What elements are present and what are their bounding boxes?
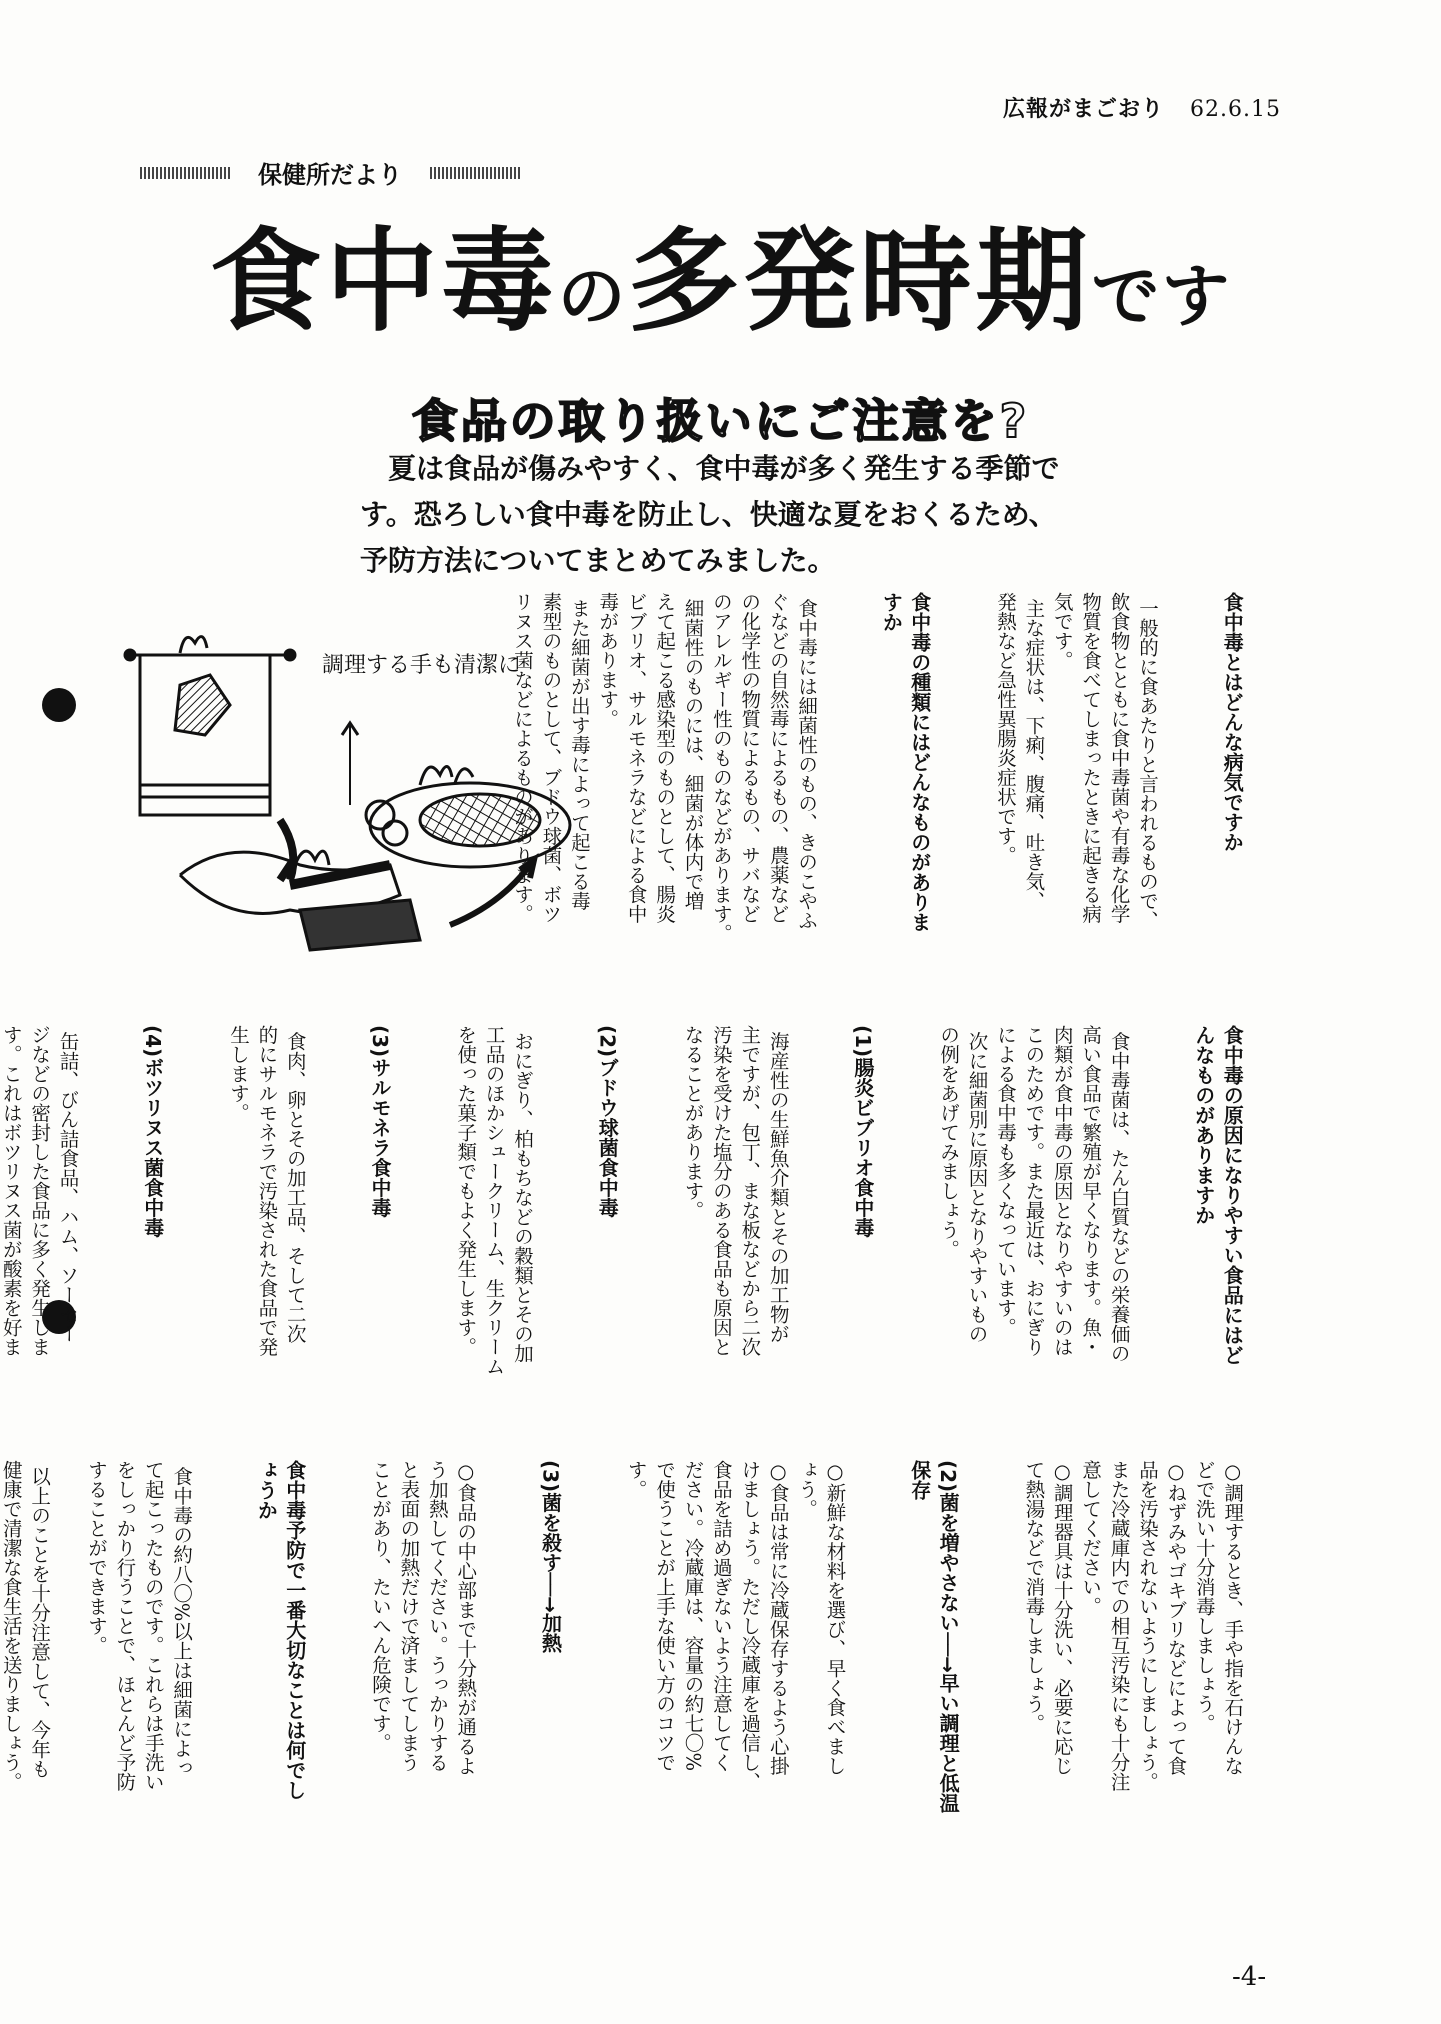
page-number: -4- (1232, 1962, 1267, 1992)
issue-date: 62.6.15 (1190, 97, 1281, 122)
illustration-caption: 調理する手も清潔に (322, 653, 521, 678)
lead-line: 予防方法についてまとめてみました。 (360, 544, 836, 577)
body-text: おにぎり、柏もちなどの穀類とその加 工品のほかシュークリーム、生クリーム を使った菓子類でもよく発生します。 (454, 1025, 535, 1376)
body-text: 食中毒菌は、たん白質などの栄養価の 高い食品で繁殖が早くなります。魚・ 肉類が食中毒の原因となりやすいのは このためです。また最近は、おにぎり による食中毒も多くなっています。 次に細菌別に原因となりやすいもの の例をあげてみましょう。 (937, 1025, 1131, 1363)
newsletter-name: 広報がまごおり (1003, 97, 1165, 122)
heading-what-is-food-poisoning: 食中毒とはどんな病気ですか (1220, 592, 1245, 852)
lead-line: 夏は食品が傷みやすく、食中毒が多く発生する季節で (388, 452, 1060, 485)
page-title (0, 215, 1441, 349)
subtitle: 食品の取り扱いにご注意を? (411, 394, 1030, 448)
heading-botulinum: (4)ボツリヌス菌食中毒 (140, 1025, 165, 1238)
text-band-2 (0, 1025, 1303, 1427)
heading-kill-germs: (3)菌を殺す──→加熱 (538, 1460, 563, 1654)
heading-types: 食中毒の種類にはどんなものがありま すか (879, 592, 932, 932)
text-band-3 (0, 1460, 1303, 1880)
heading-risky-foods: 食中毒の原因になりやすい食品にはど んなものがありますか (1191, 1025, 1245, 1365)
heading-salmonella: (3)サルモネラ食中毒 (368, 1025, 392, 1218)
body-text: 食中毒の約八〇%以上は細菌によっ て起こったものです。これらは手洗い をしっかり行うことで、ほとんど予防 することができます。 以上のことを十分注意して、今年も 健康で清潔な食生活を送りましょう。 (0, 1460, 194, 1792)
body-text: 缶詰、びん詰食品、ハム、ソーセー ジなどの密封した食品に多く発生しま す。これはボツリヌス菌が酸素を好ま (0, 1025, 80, 1357)
lead-line: す。恐ろしい食中毒を防止し、快適な夏をおくるため、 (360, 498, 1057, 531)
lead-paragraph (360, 446, 1100, 584)
rule-right (430, 167, 520, 179)
punch-hole-icon (42, 688, 76, 722)
section-label (140, 155, 520, 190)
title-part2: の (557, 258, 628, 337)
body-text: 食中毒には細菌性のもの、きのこやふ ぐなどの自然毒によるもの、農薬など の化学性の物質によるもの、サバなど のアレルギー性のものなどがあります。 細菌性のものには、細菌が体内で増 えて起こる感染型のものとして、腸炎 ビブリオ、サルモネラなどによる食中 毒があります。 また細菌が出す毒によって起こる毒 素型のものとして、ブドウ球菌、ボツ リヌス菌などによるものがあります。 (511, 592, 819, 943)
rule-left (140, 167, 230, 179)
title-part3: 多発時期 (627, 217, 1092, 347)
heading-do-not-grow: (2)菌を増やさない──→早い調理と低温 保存 (907, 1460, 961, 1814)
text-band-1 (479, 592, 1303, 987)
body-text: ○新鮮な材料を選び、早く食べまし ょう。 ○食品は常に冷蔵保存するよう心掛 けましょう。ただし冷蔵庫を過信し、 食品を詰め過ぎないよう注意してく ださい。冷蔵庫は、容量の約七〇% で使うことが上手な使い方のコツで す。 (624, 1460, 847, 1792)
body-text: 食肉、卵とその加工品、そして二次 的にサルモネラで汚染された食品で発 生します。 (226, 1025, 307, 1357)
page-header (1003, 92, 1281, 123)
heading-staphylococcus: (2)ブドウ球菌食中毒 (595, 1025, 620, 1218)
body-text: 一般的に食あたりと言われるもので、 飲食物とともに食中毒菌や有毒な化学 物質を食べてしまったときに起きる病 気です。 主な症状は、下痢、腹痛、吐き気、 発熱など急性異腸炎症状です。 (993, 592, 1159, 930)
section-label-text: 保健所だより (258, 161, 402, 189)
body-text: ○調理するとき、手や指を石けんな どで洗い十分消毒しましょう。 ○ねずみやゴキブリなどによって食 品を汚染されないようにしましょう。 また冷蔵庫内での相互汚染にも十分注 意してください。 ○調理器具は十分洗い、必要に応じ て熱湯などで消毒しましょう。 (1022, 1460, 1245, 1792)
title-part1: 食中毒 (209, 217, 558, 347)
heading-most-important: 食中毒予防で一番大切なことは何でし ょうか (254, 1460, 307, 1800)
heading-vibrio: (1)腸炎ビブリオ食中毒 (850, 1025, 875, 1238)
body-text: ○食品の中心部まで十分熱が通るよ う加熱してください。うっかりする と表面の加熱だけで済ましてしまう ことがあり、たいへん危険です。 (369, 1460, 478, 1776)
title-part4: です (1091, 258, 1232, 337)
body-text: 海産性の生鮮魚介類とその加工物が 主ですが、包丁、まな板などから二次 汚染を受けた塩分のある食品も原因と なることがあります。 (681, 1025, 790, 1357)
